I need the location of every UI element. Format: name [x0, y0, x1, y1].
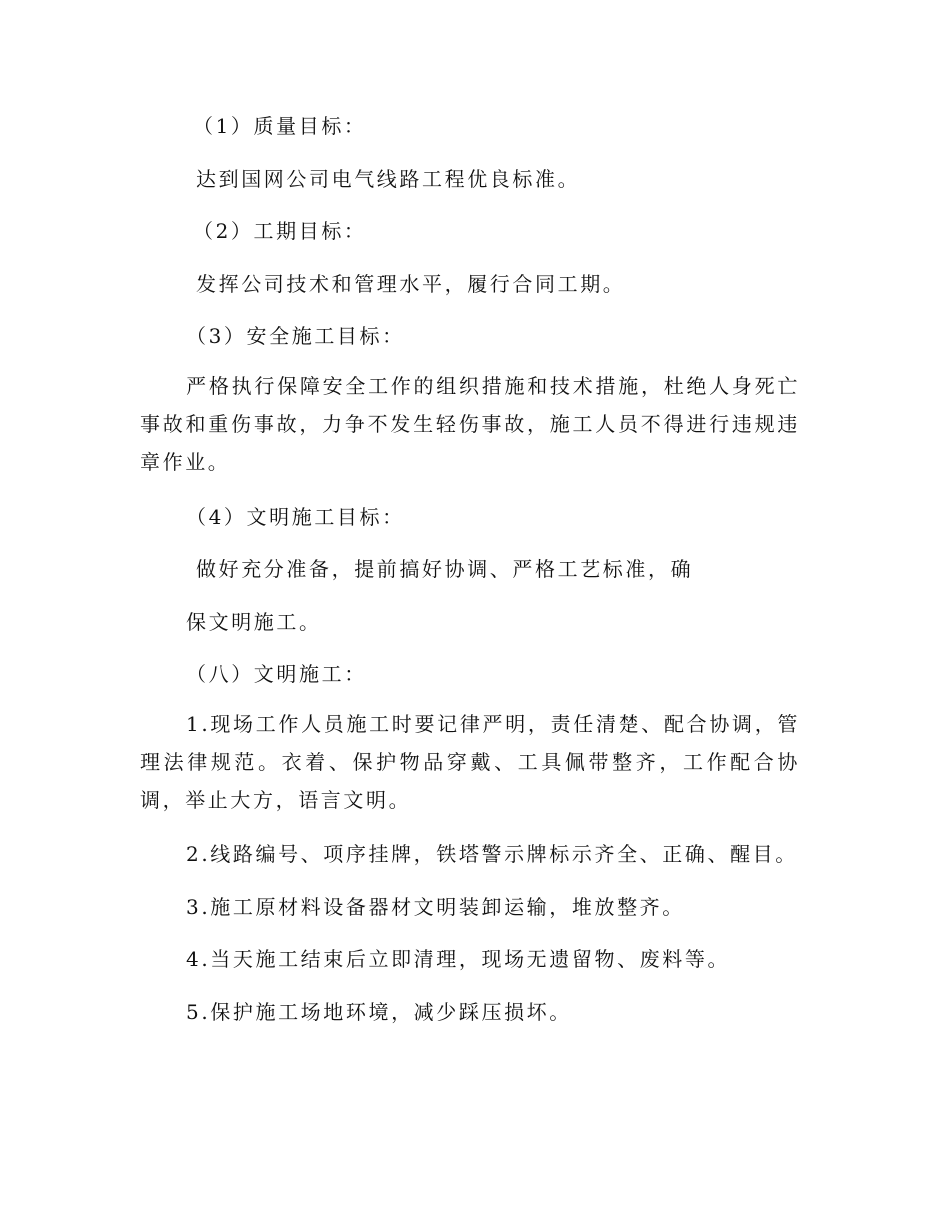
list-item-5: 5.保护施工场地环境，减少踩压损坏。	[186, 1000, 572, 1024]
list-item-1-text: 1.现场工作人员施工时要记律严明，责任清楚、配合协调，管理法律规范。衣着、保护物品穿戴、工具佩带整齐，工作配合协调，举止大方，语言文明。	[140, 712, 800, 812]
schedule-goal-heading: （2）工期目标：	[193, 219, 367, 243]
list-item-4: 4.当天施工结束后立即清理，现场无遗留物、废料等。	[186, 947, 731, 971]
safety-goal-text	[140, 367, 800, 481]
section-8-heading: （八）文明施工：	[186, 662, 367, 686]
schedule-goal-text: 发挥公司技术和管理水平，履行合同工期。	[196, 272, 626, 296]
civil-goal-heading: （4）文明施工目标：	[186, 505, 405, 529]
civil-goal-text-line2: 保文明施工。	[186, 610, 322, 634]
civil-goal-text-line1: 做好充分准备，提前搞好协调、严格工艺标准，确	[196, 557, 694, 581]
list-item-2: 2.线路编号、项序挂牌，铁塔警示牌标示齐全、正确、醒目。	[186, 842, 798, 866]
quality-goal-heading: （1）质量目标：	[193, 114, 367, 138]
safety-goal-heading: （3）安全施工目标：	[186, 324, 405, 348]
quality-goal-text: 达到国网公司电气线路工程优良标准。	[196, 167, 581, 191]
safety-goal-text-content: 严格执行保障安全工作的组织措施和技术措施，杜绝人身死亡事故和重伤事故，力争不发生轻伤事故，施工人员不得进行违规违章作业。	[140, 374, 800, 474]
list-item-1	[140, 705, 800, 819]
list-item-3: 3.施工原材料设备器材文明装卸运输，堆放整齐。	[186, 895, 685, 919]
